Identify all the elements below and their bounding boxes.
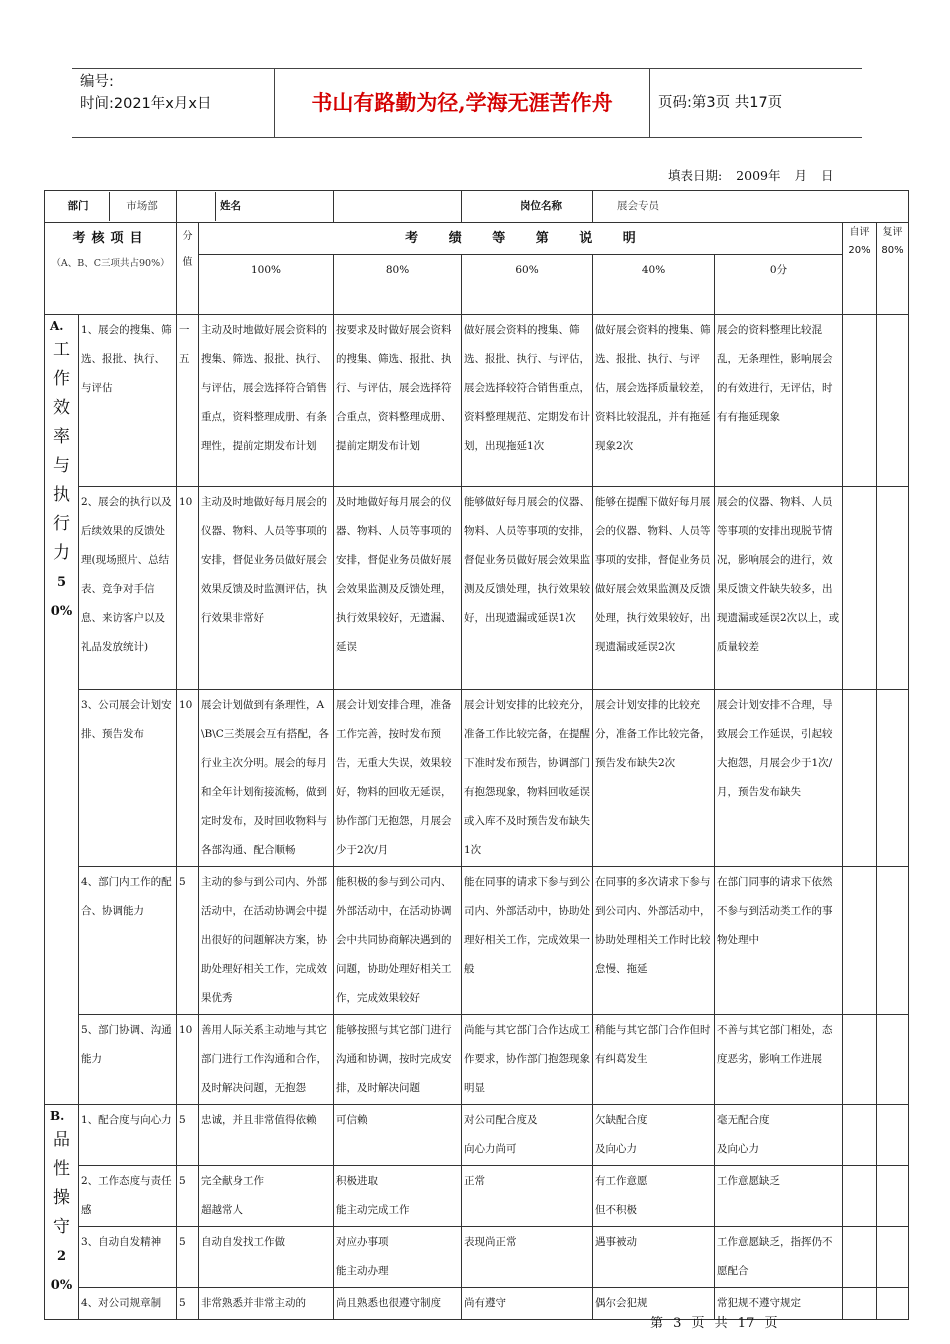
level-cell: 能积极的参与到公司内、外部活动中，在活动协调会中共同协商解决遇到的问题，协助处理好相关工作，完成效果较好 — [334, 867, 462, 1015]
category-b-name: 品性操守 — [53, 1130, 70, 1237]
level-cell: 对公司配合度及 向心力尚可 — [462, 1105, 593, 1166]
review-cell[interactable] — [877, 1288, 909, 1320]
level-header: 80% — [334, 255, 462, 315]
level-cell: 可信赖 — [334, 1105, 462, 1166]
table-row — [45, 867, 909, 1015]
review-cell[interactable] — [877, 1015, 909, 1105]
level-cell: 展会计划安排的比较充分，准备工作比较完备，在提醒下准时发布预告，协调部门有抱怨现象，物料回收延误或入库不及时预告发布缺失1次 — [462, 690, 593, 867]
self-eval-cell[interactable] — [843, 1288, 877, 1320]
item-cell: 1、展会的搜集、筛选、报批、执行、与评估 — [79, 315, 177, 487]
page-footer: 第 3 页 共 17 页 — [650, 1316, 778, 1331]
category-a — [45, 315, 79, 1105]
level-cell: 忠诚，并且非常值得依赖 — [199, 1105, 334, 1166]
item-cell: 4、对公司规章制 — [79, 1288, 177, 1320]
post-value: 展会专员 — [593, 191, 909, 223]
level-cell: 工作意愿缺乏，指挥仍不愿配合 — [715, 1227, 843, 1288]
level-cell: 对应办事项 能主动办理 — [334, 1227, 462, 1288]
post-label: 岗位名称 — [520, 200, 562, 212]
level-cell: 稍能与其它部门合作但时有纠葛发生 — [593, 1015, 715, 1105]
score-cell: 5 — [177, 1105, 199, 1166]
item-cell: 2、工作态度与责任感 — [79, 1166, 177, 1227]
review-cell[interactable] — [877, 487, 909, 690]
self-eval-cell[interactable] — [843, 315, 877, 487]
category-a-name: 工作效率与执行力 — [53, 340, 70, 563]
level-cell: 展会的仪器、物料、人员等事项的安排出现脱节情况，影响展会的进行，效果反馈文件缺失较多，出现遗漏或延误2次以上，或质量较差 — [715, 487, 843, 690]
document-header — [72, 68, 862, 138]
level-cell: 展会计划安排的比较充分，准备工作比较完备，预告发布缺失2次 — [593, 690, 715, 867]
level-cell: 按要求及时做好展会资料的搜集、筛选、报批、执行、与评估，展会选择符合重点，资料整理成册、提前定期发布计划 — [334, 315, 462, 487]
level-cell: 展会计划安排合理，准备工作完善，按时发布预告，无重大失误，效果较好，物料的回收无延误，协作部门无抱怨，月展会少于2次/月 — [334, 690, 462, 867]
page-number-label: 页码:第3页 共17页 — [658, 95, 783, 111]
table-row — [45, 315, 909, 487]
score-cell: 一五 — [177, 315, 199, 487]
review-cell[interactable] — [877, 867, 909, 1015]
level-cell: 毫无配合度 及向心力 — [715, 1105, 843, 1166]
name-value[interactable] — [334, 191, 462, 223]
category-a-code: A. — [50, 319, 64, 333]
level-cell: 及时地做好每月展会的仪器、物料、人员等事项的安排，督促业务员做好展会效果监测及反馈处理，执行效果较好，无遗漏、延误 — [334, 487, 462, 690]
level-cell: 非常熟悉并非常主动的 — [199, 1288, 334, 1320]
level-cell: 能够按照与其它部门进行沟通和协调，按时完成安排，及时解决问题 — [334, 1015, 462, 1105]
item-cell: 4、部门内工作的配合、协调能力 — [79, 867, 177, 1015]
review-label: 复评 — [882, 227, 903, 238]
level-cell: 主动的参与到公司内、外部活动中，在活动协调会中提出很好的问题解决方案，协助处理好相关工作，完成效果优秀 — [199, 867, 334, 1015]
level-header: 60% — [462, 255, 593, 315]
level-cell: 在同事的多次请求下参与到公司内、外部活动中，协助处理相关工作时比较怠慢、拖延 — [593, 867, 715, 1015]
self-eval-cell[interactable] — [843, 867, 877, 1015]
self-eval-cell[interactable] — [843, 487, 877, 690]
level-cell: 能够在提醒下做好每月展会的仪器、物料、人员等事项的安排，督促业务员做好展会效果监测及反馈处理，执行效果较好，出现遗漏或延误2次 — [593, 487, 715, 690]
level-cell: 工作意愿缺乏 — [715, 1166, 843, 1227]
level-cell: 表现尚正常 — [462, 1227, 593, 1288]
category-b — [45, 1105, 79, 1320]
review-cell[interactable] — [877, 1227, 909, 1288]
level-header: 100% — [199, 255, 334, 315]
review-pct: 80% — [881, 245, 904, 256]
level-cell: 积极进取 能主动完成工作 — [334, 1166, 462, 1227]
level-cell: 偶尔会犯规 — [593, 1288, 715, 1320]
item-cell: 2、展会的执行以及后续效果的反馈处理(现场照片、总结表、竞争对手信息、来访客户以及礼品发放统计) — [79, 487, 177, 690]
score-cell: 10 — [177, 690, 199, 867]
level-cell: 常犯规不遵守规定 — [715, 1288, 843, 1320]
level-cell: 正常 — [462, 1166, 593, 1227]
dept-label: 部门 — [67, 200, 89, 212]
motto: 书山有路勤为径,学海无涯苦作舟 — [274, 69, 650, 137]
self-eval-label: 自评 — [849, 227, 870, 238]
level-cell: 做好展会资料的搜集、筛选、报批、执行、与评估，展会选择较符合销售重点，资料整理规范、定期发布计划，出现拖延1次 — [462, 315, 593, 487]
table-row — [45, 690, 909, 867]
level-cell: 自动自发找工作做 — [199, 1227, 334, 1288]
level-cell: 不善与其它部门相处，态度恶劣，影响工作进展 — [715, 1015, 843, 1105]
level-cell: 能够做好每月展会的仪器、物料、人员等事项的安排，督促业务员做好展会效果监测及反馈处理，执行效果较好，出现遗漏或延误1次 — [462, 487, 593, 690]
item-cell: 5、部门协调、沟通 能力 — [79, 1015, 177, 1105]
name-label: 姓名 — [215, 192, 248, 221]
table-row — [45, 1288, 909, 1320]
level-cell: 尚有遵守 — [462, 1288, 593, 1320]
header-row-1 — [45, 223, 909, 255]
time-label: 时间:2021年x月x日 — [80, 96, 212, 112]
review-cell[interactable] — [877, 1105, 909, 1166]
level-cell: 做好展会资料的搜集、筛选、报批、执行、与评估，展会选择质量较差，资料比较混乱，并有拖延现象2次 — [593, 315, 715, 487]
fill-date: 填表日期: 2009年 月 日 — [668, 168, 834, 183]
category-b-pct: 20% — [50, 1249, 73, 1293]
appraisal-table — [44, 190, 909, 1320]
header-meta — [80, 71, 270, 115]
review-cell[interactable] — [877, 690, 909, 867]
table-row — [45, 1015, 909, 1105]
level-cell: 主动及时地做好每月展会的仪器、物料、人员等事项的安排，督促业务员做好展会效果反馈及时监测评估，执行效果非常好 — [199, 487, 334, 690]
score-cell: 5 — [177, 1166, 199, 1227]
score-header: 分值 — [177, 223, 199, 315]
item-cell: 1、配合度与向心力 — [79, 1105, 177, 1166]
level-cell: 善用人际关系主动地与其它部门进行工作沟通和合作，及时解决问题，无抱怨 — [199, 1015, 334, 1105]
item-note: （A、B、C三项共占90%） — [51, 258, 170, 269]
level-cell: 完全献身工作 超越常人 — [199, 1166, 334, 1227]
score-cell: 5 — [177, 1288, 199, 1320]
item-title: 考核项目 — [72, 231, 149, 246]
category-b-code: B. — [50, 1109, 65, 1123]
item-cell: 3、公司展会计划安排、预告发布 — [79, 690, 177, 867]
level-header: 0分 — [715, 255, 843, 315]
level-cell: 在部门同事的请求下依然不参与到活动类工作的事物处理中 — [715, 867, 843, 1015]
code-label: 编号: — [80, 74, 114, 90]
level-cell: 遇事被动 — [593, 1227, 715, 1288]
level-cell: 有工作意愿 但不积极 — [593, 1166, 715, 1227]
level-cell: 展会的资料整理比较混乱，无条理性，影响展会的有效进行，无评估，时有有拖延现象 — [715, 315, 843, 487]
level-cell: 展会计划安排不合理，导致展会工作延误，引起较大抱怨，月展会少于1次/月，预告发布缺失 — [715, 690, 843, 867]
info-row — [45, 191, 909, 223]
perf-title: 考 绩 等 第 说 明 — [199, 223, 843, 255]
level-cell: 尚能与其它部门合作达成工作要求，协作部门抱怨现象明显 — [462, 1015, 593, 1105]
level-header: 40% — [593, 255, 715, 315]
table-row — [45, 1166, 909, 1227]
self-eval-cell[interactable] — [843, 1166, 877, 1227]
table-row — [45, 1227, 909, 1288]
score-cell: 10 — [177, 487, 199, 690]
table-row — [45, 487, 909, 690]
self-eval-cell[interactable] — [843, 1227, 877, 1288]
level-cell: 尚且熟悉也很遵守制度 — [334, 1288, 462, 1320]
score-cell: 5 — [177, 1227, 199, 1288]
level-cell: 展会计划做到有条理性，A\B\C三类展会互有搭配，各行业主次分明。展会的每月和全年计划衔接流畅，做到定时发布，及时回收物料与各部沟通、配合顺畅 — [199, 690, 334, 867]
category-a-pct: 50% — [50, 575, 73, 619]
item-cell: 3、自动自发精神 — [79, 1227, 177, 1288]
review-cell[interactable] — [877, 1166, 909, 1227]
self-eval-cell[interactable] — [843, 1015, 877, 1105]
score-cell: 10 — [177, 1015, 199, 1105]
level-cell: 能在同事的请求下参与到公司内、外部活动中，协助处理好相关工作，完成效果一般 — [462, 867, 593, 1015]
self-eval-cell[interactable] — [843, 1105, 877, 1166]
self-eval-cell[interactable] — [843, 690, 877, 867]
score-cell: 5 — [177, 867, 199, 1015]
review-cell[interactable] — [877, 315, 909, 487]
table-row — [45, 1105, 909, 1166]
self-eval-pct: 20% — [848, 245, 871, 256]
dept-value: 市场部 — [109, 192, 174, 221]
level-cell: 主动及时地做好展会资料的搜集、筛选、报批、执行、与评估，展会选择符合销售重点，资料整理成册、有条理性，提前定期发布计划 — [199, 315, 334, 487]
level-cell: 欠缺配合度 及向心力 — [593, 1105, 715, 1166]
